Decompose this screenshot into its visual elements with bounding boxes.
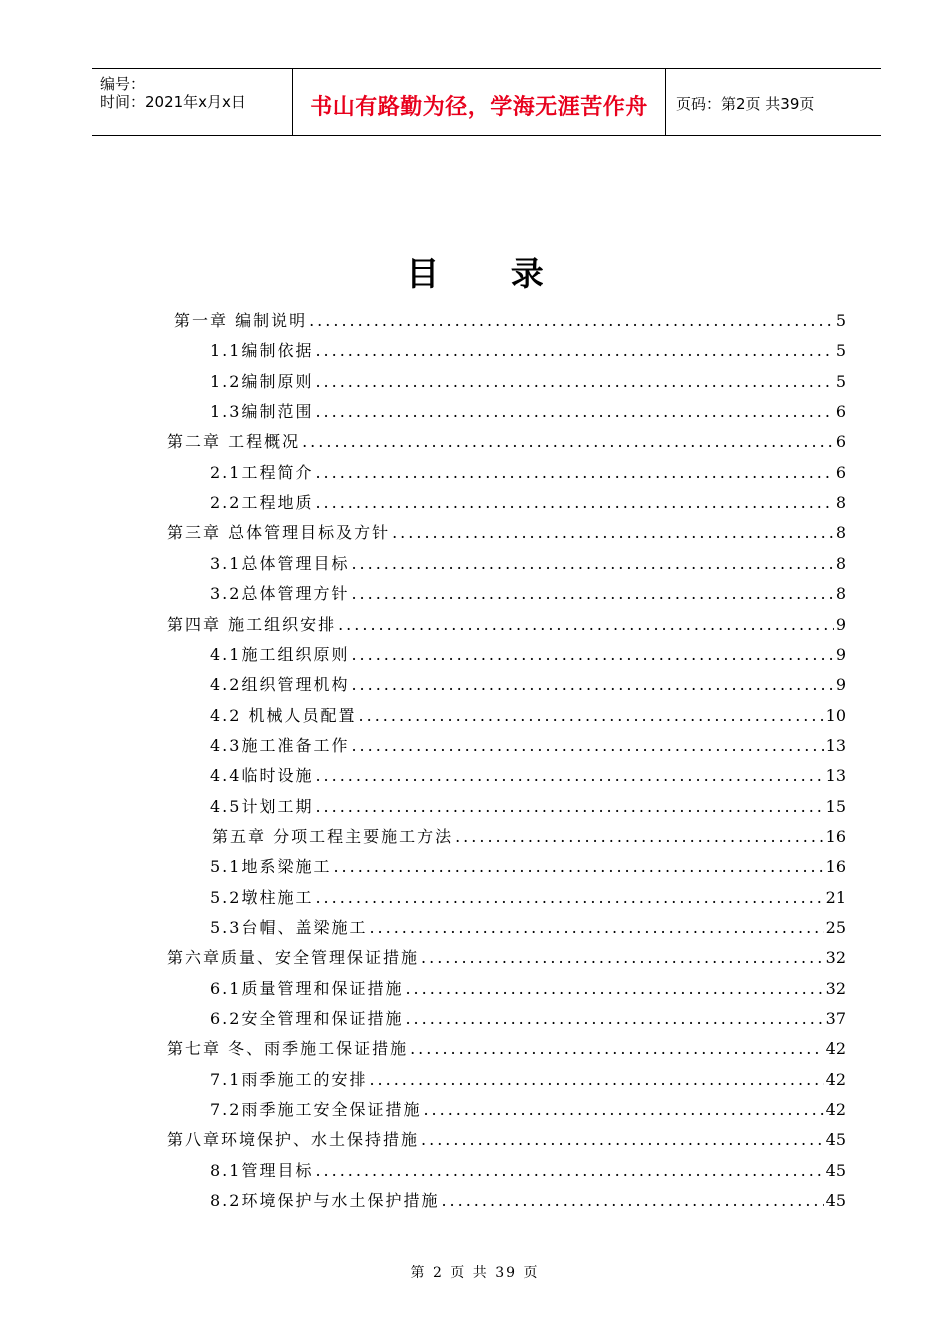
toc-entry[interactable] — [210, 670, 846, 700]
header-time-label: 时间：2021年x月x日 — [100, 93, 246, 111]
toc-entry-title: 4.5计划工期 — [210, 796, 314, 816]
toc-entry-page: 21 — [825, 887, 846, 907]
toc-leader-dots — [369, 913, 823, 943]
toc-entry[interactable] — [210, 579, 846, 609]
toc-entry[interactable] — [210, 336, 846, 366]
toc-leader-dots — [421, 1125, 824, 1155]
toc-entry[interactable] — [210, 701, 846, 731]
toc-entry-title: 第七章 冬、雨季施工保证措施 — [167, 1039, 409, 1059]
toc-entry-page: 10 — [825, 705, 846, 725]
header-meta-cell — [92, 69, 293, 135]
toc-entry[interactable] — [167, 1125, 846, 1155]
toc-entry-page: 6 — [835, 462, 846, 482]
toc-entry-page: 8 — [835, 584, 846, 604]
toc-leader-dots — [359, 701, 824, 731]
toc-entry-page: 42 — [825, 1100, 846, 1120]
toc-leader-dots — [315, 367, 833, 397]
toc-leader-dots — [315, 488, 833, 518]
toc-entry-page: 16 — [825, 826, 846, 846]
toc-entry-page: 8 — [835, 493, 846, 513]
toc-entry-title: 1.2编制原则 — [210, 371, 314, 391]
toc-entry-page: 37 — [825, 1009, 846, 1029]
toc-entry-title: 6.2安全管理和保证措施 — [210, 1009, 404, 1029]
toc-entry[interactable] — [210, 1065, 846, 1095]
toc-entry-page: 45 — [825, 1130, 846, 1150]
toc-entry[interactable] — [210, 458, 846, 488]
toc-entry-page: 6 — [835, 402, 846, 422]
toc-entry-title: 4.2组织管理机构 — [210, 675, 350, 695]
toc-entry-title: 第四章 施工组织安排 — [167, 614, 337, 634]
toc-entry-page: 13 — [825, 735, 846, 755]
toc-entry[interactable] — [210, 883, 846, 913]
toc-leader-dots — [338, 610, 834, 640]
toc-entry-title: 8.2环境保护与水土保护措施 — [210, 1191, 440, 1211]
toc-entry-title: 4.1施工组织原则 — [210, 644, 350, 664]
toc-leader-dots — [315, 792, 823, 822]
toc-entry-page: 9 — [835, 644, 846, 664]
toc-leader-dots — [455, 822, 824, 852]
toc-entry[interactable] — [210, 1156, 846, 1186]
toc-entry-page: 45 — [825, 1160, 846, 1180]
toc-entry-page: 32 — [825, 948, 846, 968]
toc-leader-dots — [351, 670, 833, 700]
toc-entry-page: 32 — [825, 978, 846, 998]
toc-entry-title: 3.2总体管理方针 — [210, 584, 350, 604]
toc-entry[interactable] — [210, 1186, 846, 1216]
toc-leader-dots — [351, 640, 833, 670]
toc-leader-dots — [315, 883, 823, 913]
toc-leader-dots — [315, 397, 833, 427]
toc-entry-page: 42 — [825, 1039, 846, 1059]
toc-entry-page: 25 — [825, 918, 846, 937]
toc-entry-page: 5 — [835, 311, 846, 330]
toc-entry[interactable] — [210, 792, 846, 822]
toc-leader-dots — [405, 1004, 823, 1034]
toc-entry[interactable] — [210, 640, 846, 670]
toc-leader-dots — [405, 974, 823, 1004]
toc-entry-page: 8 — [835, 553, 846, 573]
toc-leader-dots — [410, 1034, 824, 1064]
toc-entry[interactable] — [210, 1004, 846, 1034]
toc-leader-dots — [351, 579, 833, 609]
toc-entry-title: 4.3施工准备工作 — [210, 735, 350, 755]
header-code-label: 编号： — [100, 75, 146, 93]
toc-entry-title: 7.2雨季施工安全保证措施 — [210, 1100, 422, 1120]
toc-leader-dots — [351, 549, 833, 579]
toc-entry[interactable] — [167, 427, 846, 457]
toc-entry[interactable] — [167, 518, 846, 548]
toc-entry-page: 5 — [835, 341, 846, 361]
toc-entry-page: 6 — [835, 432, 846, 452]
toc-leader-dots — [421, 943, 824, 973]
toc-entry[interactable] — [167, 610, 846, 640]
toc-leader-dots — [441, 1186, 823, 1216]
toc-entry[interactable] — [210, 974, 846, 1004]
toc-entry-title: 第六章质量、安全管理保证措施 — [167, 948, 420, 968]
toc-entry-title: 4.2 机械人员配置 — [210, 705, 357, 725]
toc-entry-page: 5 — [835, 371, 846, 391]
toc-entry[interactable] — [210, 397, 846, 427]
toc-entry-page: 9 — [835, 614, 846, 634]
toc-entry-title: 5.3台帽、盖梁施工 — [210, 918, 368, 937]
toc-entry[interactable] — [210, 1095, 846, 1125]
toc-entry-title: 1.1编制依据 — [210, 341, 314, 361]
toc-entry-page: 8 — [835, 523, 846, 543]
toc-entry-title: 1.3编制范围 — [210, 402, 314, 422]
toc-leader-dots — [423, 1095, 823, 1125]
toc-entry-page: 15 — [825, 796, 846, 816]
toc-entry-title: 7.1雨季施工的安排 — [210, 1069, 368, 1089]
toc-entry-title: 4.4临时设施 — [210, 766, 314, 786]
header-motto: 书山有路勤为径，学海无涯苦作舟 — [310, 95, 648, 120]
toc-title: 目 录 — [406, 254, 574, 293]
toc-entry-title: 2.1工程简介 — [210, 462, 314, 482]
header-page-label: 页码：第2页 共39页 — [676, 95, 815, 113]
toc-entry-page: 45 — [825, 1191, 846, 1211]
toc-entry[interactable] — [210, 761, 846, 791]
toc-entry-title: 5.2墩柱施工 — [210, 887, 314, 907]
toc-leader-dots — [315, 336, 833, 366]
toc-entry-page: 13 — [825, 766, 846, 786]
toc-entry-title: 第五章 分项工程主要施工方法 — [212, 826, 454, 846]
toc-entry[interactable] — [210, 488, 846, 518]
toc-leader-dots — [315, 458, 833, 488]
toc-entry[interactable] — [212, 822, 846, 852]
toc-leader-dots — [351, 731, 823, 761]
toc-entry[interactable] — [174, 306, 846, 336]
toc-entry-title: 5.1地系梁施工 — [210, 857, 332, 877]
toc-entry-page: 9 — [835, 675, 846, 695]
toc-leader-dots — [315, 1156, 823, 1186]
toc-leader-dots — [333, 852, 823, 882]
toc-leader-dots — [369, 1065, 823, 1095]
toc-entry[interactable] — [210, 549, 846, 579]
header-page-cell — [666, 69, 881, 135]
toc-entry-title: 第八章环境保护、水土保持措施 — [167, 1130, 420, 1150]
page-header — [92, 68, 881, 136]
toc-entry[interactable] — [210, 913, 846, 943]
toc-entry-title: 3.1总体管理目标 — [210, 553, 350, 573]
toc-entry-title: 8.1管理目标 — [210, 1160, 314, 1180]
toc-entry[interactable] — [210, 852, 846, 882]
page-footer: 第 2 页 共 39 页 — [410, 1265, 540, 1281]
toc-entry[interactable] — [167, 1034, 846, 1064]
toc-entry-page: 16 — [825, 857, 846, 877]
toc-entry[interactable] — [210, 367, 846, 397]
toc-leader-dots — [315, 761, 823, 791]
toc-entry-title: 第一章 编制说明 — [174, 311, 308, 330]
toc-leader-dots — [302, 427, 834, 457]
toc-entry-title: 第三章 总体管理目标及方针 — [167, 523, 391, 543]
toc-entry-title: 2.2工程地质 — [210, 493, 314, 513]
toc-entry-title: 6.1质量管理和保证措施 — [210, 978, 404, 998]
toc-entry-page: 42 — [825, 1069, 846, 1089]
header-motto-cell — [293, 69, 666, 135]
toc-entry[interactable] — [210, 731, 846, 761]
toc-entry[interactable] — [167, 943, 846, 973]
toc-leader-dots — [392, 518, 834, 548]
toc-leader-dots — [309, 306, 834, 336]
toc-entry-title: 第二章 工程概况 — [167, 432, 301, 452]
